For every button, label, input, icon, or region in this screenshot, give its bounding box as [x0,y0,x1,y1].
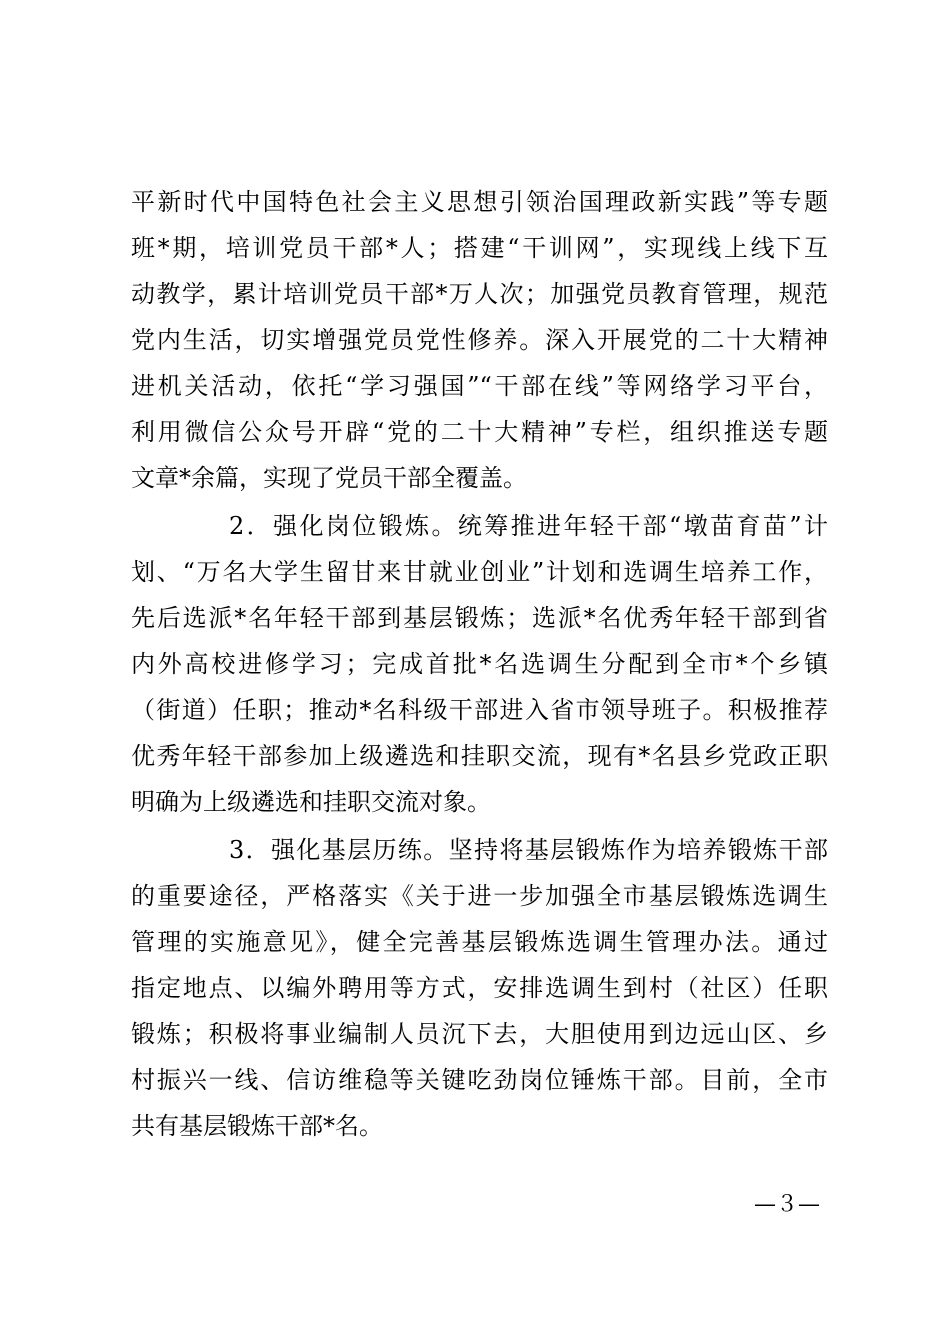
page-number: —３— [753,1192,820,1217]
paragraph-1-line-5: 进机关活动，依托“学习强国”“干部在线”等网络学习平台， [131,372,828,400]
paragraph-1-line-1: 平新时代中国特色社会主义思想引领治国理政新实践”等专题 [131,188,828,216]
paragraph-2-line-2: 划、“万名大学生留甘来甘就业创业”计划和选调生培养工作， [131,558,828,586]
paragraph-2-line-3: 先后选派*名年轻干部到基层锻炼；选派*名优秀年轻干部到省 [131,604,828,632]
paragraph-1-line-4: 党内生活，切实增强党员党性修养。深入开展党的二十大精神 [131,326,828,354]
paragraph-3-line-1: 3．强化基层历练。坚持将基层锻炼作为培养锻炼干部 [229,836,828,864]
paragraph-1-line-2: 班*期，培训党员干部*人；搭建“干训网”，实现线上线下互 [131,234,828,262]
paragraph-3-line-2: 的重要途径，严格落实《关于进一步加强全市基层锻炼选调生 [131,882,828,910]
paragraph-2-line-4: 内外高校进修学习；完成首批*名选调生分配到全市*个乡镇 [131,650,828,678]
paragraph-2-line-6: 优秀年轻干部参加上级遴选和挂职交流，现有*名县乡党政正职 [131,742,828,770]
paragraph-3-line-3: 管理的实施意见》，健全完善基层锻炼选调生管理办法。通过 [131,928,828,956]
paragraph-2-line-5: （街道）任职；推动*名科级干部进入省市领导班子。积极推荐 [131,696,828,724]
paragraph-3-line-7: 共有基层锻炼干部*名。 [131,1112,383,1140]
paragraph-1-line-7: 文章*余篇，实现了党员干部全覆盖。 [131,464,527,492]
paragraph-1-line-6: 利用微信公众号开辟“党的二十大精神”专栏，组织推送专题 [131,418,828,446]
paragraph-2-line-7: 明确为上级遴选和挂职交流对象。 [131,788,491,816]
paragraph-3-line-4: 指定地点、以编外聘用等方式，安排选调生到村（社区）任职 [131,974,828,1002]
paragraph-2-line-1: 2．强化岗位锻炼。统筹推进年轻干部“墩苗育苗”计 [229,512,828,540]
paragraph-1-line-3: 动教学，累计培训党员干部*万人次；加强党员教育管理，规范 [131,280,828,308]
paragraph-3-line-6: 村振兴一线、信访维稳等关键吃劲岗位锤炼干部。目前，全市 [131,1066,828,1094]
paragraph-3-line-5: 锻炼；积极将事业编制人员沉下去，大胆使用到边远山区、乡 [131,1020,828,1048]
